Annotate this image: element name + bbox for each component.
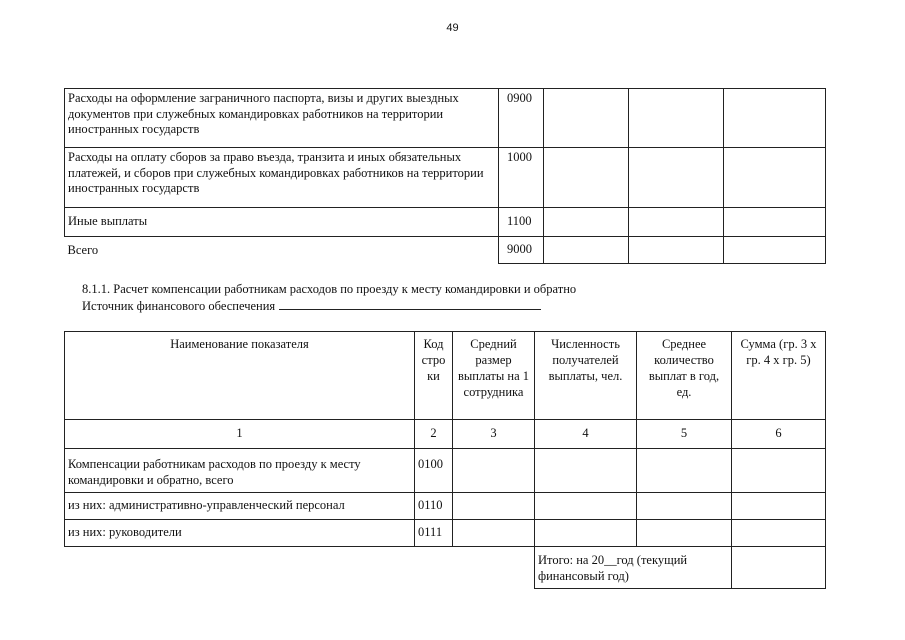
funding-source bbox=[82, 297, 576, 314]
table-cell bbox=[453, 493, 535, 520]
header-avg-count: Среднее количество выплат в год, ед. bbox=[637, 332, 732, 420]
table-cell bbox=[724, 148, 826, 208]
table-cell bbox=[732, 493, 826, 520]
funding-source-field[interactable] bbox=[279, 297, 541, 310]
header-code-line: ки bbox=[427, 369, 440, 383]
table-row bbox=[65, 520, 826, 547]
table-cell bbox=[637, 520, 732, 547]
table-cell bbox=[629, 89, 724, 148]
row-code: 1100 bbox=[499, 208, 544, 237]
total-row bbox=[65, 237, 826, 264]
header-avg-payment: Средний размер выплаты на 1 сотрудника bbox=[453, 332, 535, 420]
column-number: 4 bbox=[535, 420, 637, 449]
row-name: Иные выплаты bbox=[65, 208, 499, 237]
header-sum: Сумма (гр. 3 x гр. 4 x гр. 5) bbox=[732, 332, 826, 420]
section-title: 8.1.1. Расчет компенсации работникам расходов по проезду к месту командировки и обратно bbox=[82, 282, 577, 296]
table-row bbox=[65, 89, 826, 148]
table-cell bbox=[453, 449, 535, 493]
column-number: 6 bbox=[732, 420, 826, 449]
table-row bbox=[65, 493, 826, 520]
header-code-line: Код bbox=[423, 337, 444, 351]
itogo-row bbox=[65, 547, 826, 589]
row-code: 1000 bbox=[499, 148, 544, 208]
header-name: Наименование показателя bbox=[65, 332, 415, 420]
blank-cell bbox=[453, 547, 535, 589]
row-code: 0111 bbox=[415, 520, 453, 547]
table-cell bbox=[544, 237, 629, 264]
column-number: 5 bbox=[637, 420, 732, 449]
table-cell bbox=[535, 520, 637, 547]
table-cell bbox=[732, 449, 826, 493]
table-cell bbox=[637, 493, 732, 520]
section-heading bbox=[82, 281, 576, 314]
row-name: Расходы на оплату сборов за право въезда, транзита и иных обязательных платежей, и сборов при служебных командировках работников на территории иностранных государств bbox=[65, 148, 499, 208]
column-number-row bbox=[65, 420, 826, 449]
expenses-table bbox=[64, 88, 826, 264]
row-name: Компенсации работникам расходов по проезду к месту командировки и обратно, всего bbox=[65, 449, 415, 493]
header-code bbox=[415, 332, 453, 420]
row-name: из них: административно-управленческий персонал bbox=[65, 493, 415, 520]
compensation-table bbox=[64, 331, 826, 589]
itogo-label: Итого: на 20__год (текущий финансовый год) bbox=[535, 547, 732, 589]
header-recipients: Численность получателей выплаты, чел. bbox=[535, 332, 637, 420]
table-cell bbox=[629, 237, 724, 264]
row-code: 0900 bbox=[499, 89, 544, 148]
table-cell bbox=[732, 520, 826, 547]
table-cell bbox=[544, 89, 629, 148]
itogo-sum-cell bbox=[732, 547, 826, 589]
column-number: 3 bbox=[453, 420, 535, 449]
row-code: 0100 bbox=[415, 449, 453, 493]
blank-cell bbox=[65, 547, 415, 589]
funding-source-label: Источник финансового обеспечения bbox=[82, 299, 276, 313]
header-code-line: стро bbox=[421, 353, 446, 367]
blank-cell bbox=[415, 547, 453, 589]
table-cell bbox=[544, 208, 629, 237]
page-number: 49 bbox=[446, 22, 459, 34]
table-cell bbox=[535, 493, 637, 520]
column-number: 2 bbox=[415, 420, 453, 449]
row-name: Расходы на оформление заграничного паспорта, визы и других выездных документов при служебных командировках работников на территории иностранных государств bbox=[65, 89, 499, 148]
table-cell bbox=[637, 449, 732, 493]
table-cell bbox=[629, 148, 724, 208]
table-cell bbox=[724, 208, 826, 237]
table-cell bbox=[544, 148, 629, 208]
column-number: 1 bbox=[65, 420, 415, 449]
table-row bbox=[65, 148, 826, 208]
header-row bbox=[65, 332, 826, 420]
total-label: Всего bbox=[65, 237, 499, 264]
table-cell bbox=[453, 520, 535, 547]
table-row bbox=[65, 449, 826, 493]
table-cell bbox=[724, 237, 826, 264]
row-name: из них: руководители bbox=[65, 520, 415, 547]
table-cell bbox=[629, 208, 724, 237]
total-code: 9000 bbox=[499, 237, 544, 264]
row-code: 0110 bbox=[415, 493, 453, 520]
table-row bbox=[65, 208, 826, 237]
table-cell bbox=[535, 449, 637, 493]
table-cell bbox=[724, 89, 826, 148]
